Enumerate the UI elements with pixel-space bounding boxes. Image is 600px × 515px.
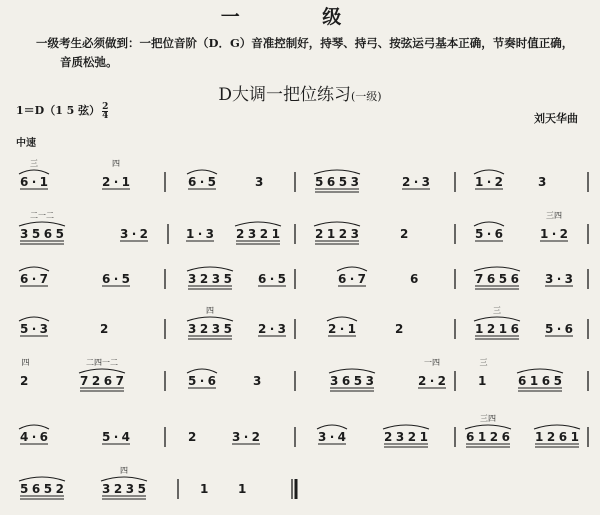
note-group: 2·1 xyxy=(328,322,356,336)
fingering-mark: 三 xyxy=(479,358,488,367)
time-numerator: 2 xyxy=(102,101,109,112)
fingering-mark: 三 xyxy=(30,159,38,168)
slur-arc xyxy=(474,267,520,271)
note-group: 2 xyxy=(395,322,404,336)
note-group: 3235 xyxy=(188,272,232,286)
note-group: 1261 xyxy=(535,430,579,444)
note-group: 6·1 xyxy=(20,175,48,189)
note-group: 6·7 xyxy=(338,272,366,286)
note-group: 3 xyxy=(255,175,264,189)
note-group: 3·2 xyxy=(232,430,260,444)
note-group: 2·2 xyxy=(418,374,446,388)
slur-arc xyxy=(19,170,49,174)
note-group: 1 xyxy=(478,374,487,388)
note-group: 5·6 xyxy=(475,227,503,241)
note-group: 3 xyxy=(253,374,262,388)
note-group: 7267 xyxy=(80,374,124,388)
note-group: 2321 xyxy=(384,430,428,444)
slur-arc xyxy=(383,425,429,429)
slur-arc xyxy=(465,425,511,429)
note-group: 1 xyxy=(238,482,247,496)
slur-arc xyxy=(337,267,367,271)
fingering-mark: 三 xyxy=(493,306,501,315)
note-group: 6·5 xyxy=(258,272,286,286)
note-group: 2·3 xyxy=(402,175,430,189)
fingering-mark: 四 xyxy=(112,159,120,168)
note-group: 1·2 xyxy=(540,227,568,241)
note-group: 3653 xyxy=(330,374,374,388)
piece-level: (一级) xyxy=(351,90,382,103)
fingering-mark: 三四 xyxy=(546,211,562,220)
slur-arc xyxy=(187,369,217,373)
note-group: 2·3 xyxy=(258,322,286,336)
note-group: 6126 xyxy=(466,430,510,444)
note-group: 4·6 xyxy=(20,430,48,444)
slur-arc xyxy=(79,369,125,373)
note-group: 3235 xyxy=(102,482,146,496)
note-group: 2321 xyxy=(236,227,280,241)
note-group: 2 xyxy=(400,227,409,241)
slur-arc xyxy=(187,170,217,174)
slur-arc xyxy=(19,477,65,481)
time-denominator: 4 xyxy=(102,110,109,121)
slur-arc xyxy=(19,317,49,321)
fingering-mark: 二一二 xyxy=(30,211,54,220)
fingering-mark: 一四 xyxy=(424,358,440,367)
note-group: 2·1 xyxy=(102,175,130,189)
slur-arc xyxy=(235,222,281,226)
note-group: 6165 xyxy=(518,374,562,388)
requirement-line: 一级考生必须做到：一把位音阶（D．G）音准控制好，持琴、持弓、按弦运弓基本正确，节奏时值正确，音质松弛。 xyxy=(36,36,574,69)
slur-arc xyxy=(474,222,504,226)
note-group: 7656 xyxy=(475,272,519,286)
slur-arc xyxy=(187,267,233,271)
note-group: 5653 xyxy=(315,175,359,189)
piece-name: D大调一把位练习 xyxy=(218,85,352,105)
fingering-mark: 四 xyxy=(206,306,214,315)
note-group: 5652 xyxy=(20,482,64,496)
note-group: 1 xyxy=(200,482,209,496)
note-group: 3 xyxy=(538,175,547,189)
note-group: 6·5 xyxy=(188,175,216,189)
slur-arc xyxy=(474,317,520,321)
note-group: 6 xyxy=(410,272,419,286)
slur-arc xyxy=(534,425,580,429)
slur-arc xyxy=(329,369,375,373)
slur-arc xyxy=(187,317,233,321)
note-group: 1·3 xyxy=(186,227,214,241)
note-group: 3565 xyxy=(20,227,64,241)
note-group: 1216 xyxy=(475,322,519,336)
note-group: 1·2 xyxy=(475,175,503,189)
note-group: 5·6 xyxy=(545,322,573,336)
note-group: 5·6 xyxy=(188,374,216,388)
note-group: 5·3 xyxy=(20,322,48,336)
note-group: 2 xyxy=(20,374,29,388)
note-group: 5·4 xyxy=(102,430,130,444)
note-group: 6·7 xyxy=(20,272,48,286)
tempo-mark: 中速 xyxy=(16,138,36,149)
note-group: 3235 xyxy=(188,322,232,336)
slur-arc xyxy=(19,425,49,429)
note-group: 2 xyxy=(188,430,197,444)
fingering-mark: 三四 xyxy=(480,414,496,423)
slur-arc xyxy=(317,425,347,429)
slur-arc xyxy=(19,222,65,226)
note-group: 6·5 xyxy=(102,272,130,286)
slur-arc xyxy=(314,222,360,226)
fingering-mark: 二四一二 xyxy=(86,358,118,367)
slur-arc xyxy=(517,369,563,373)
note-group: 3·4 xyxy=(318,430,346,444)
note-group: 3·2 xyxy=(120,227,148,241)
slur-arc xyxy=(101,477,147,481)
note-group: 2 xyxy=(100,322,109,336)
note-group: 3·3 xyxy=(545,272,573,286)
key-text: 1＝D（1 5 弦） xyxy=(16,104,101,117)
note-group: 2123 xyxy=(315,227,359,241)
fingering-mark: 四 xyxy=(120,466,128,475)
composer: 刘天华曲 xyxy=(534,112,578,125)
slur-arc xyxy=(19,267,49,271)
fingering-mark: 四 xyxy=(21,358,30,367)
level-title: 一 级 xyxy=(220,6,380,28)
slur-arc xyxy=(327,317,357,321)
slur-arc xyxy=(474,170,504,174)
slur-arc xyxy=(314,170,360,174)
